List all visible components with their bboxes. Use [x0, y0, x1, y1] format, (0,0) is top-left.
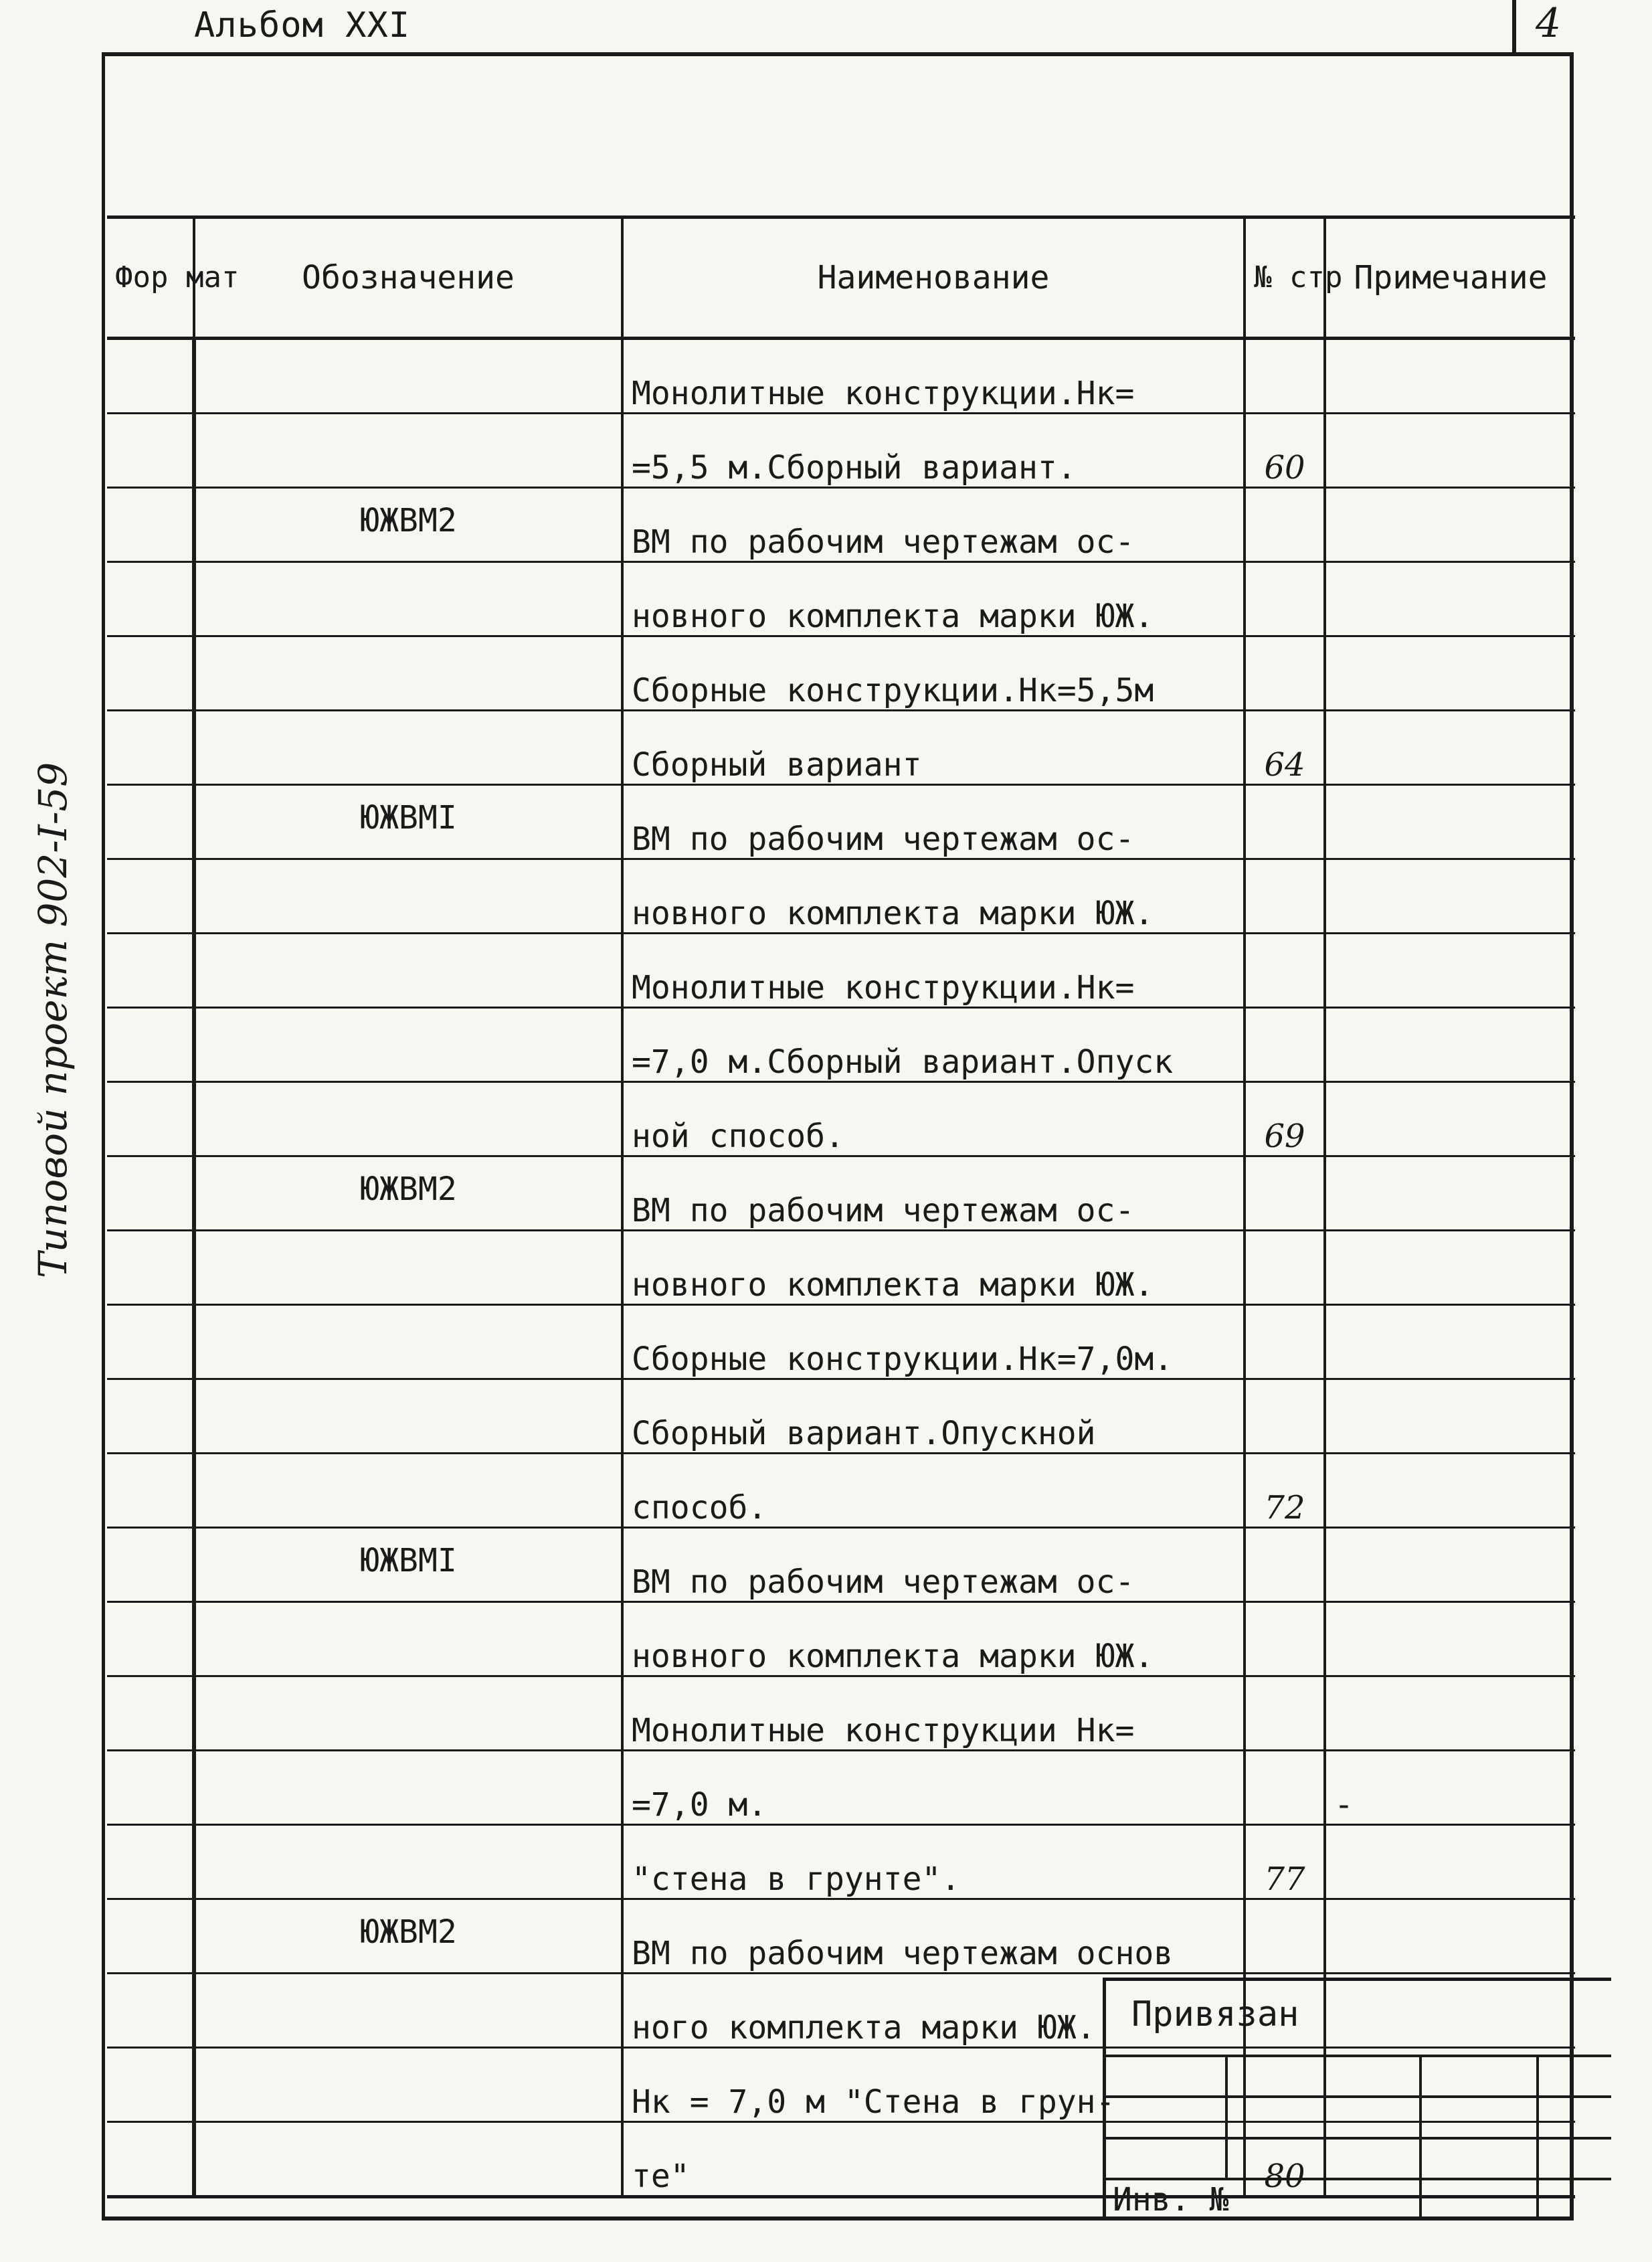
- cell-note: [1325, 711, 1575, 785]
- cell-page: [1245, 1751, 1325, 1825]
- column-header-designation: Обозначение: [194, 217, 622, 339]
- cell-name: Монолитные конструкции.Нк=: [622, 934, 1245, 1008]
- cell-designation: [194, 711, 622, 785]
- cell-page: 80: [1245, 2122, 1325, 2197]
- cell-designation: ЮЖВМI: [194, 1528, 622, 1602]
- table-row: [107, 1305, 1575, 1379]
- table-row: [107, 1602, 1575, 1676]
- cell-note: [1325, 488, 1575, 562]
- table-row: [107, 785, 1575, 859]
- cell-page: [1245, 785, 1325, 859]
- cell-designation: [194, 1751, 622, 1825]
- cell-format: [107, 1008, 194, 1082]
- table-row: [107, 414, 1575, 488]
- cell-format: [107, 1676, 194, 1751]
- cell-format: [107, 1751, 194, 1825]
- cell-designation: [194, 2048, 622, 2122]
- cell-note: [1325, 859, 1575, 934]
- cell-page: [1245, 562, 1325, 636]
- cell-note: [1325, 636, 1575, 711]
- cell-note: [1325, 1528, 1575, 1602]
- cell-note: [1325, 1899, 1575, 1974]
- cell-name: новного комплекта марки ЮЖ.: [622, 859, 1245, 934]
- column-header-note: Примечание: [1325, 217, 1575, 339]
- cell-designation: [194, 1082, 622, 1156]
- cell-designation: ЮЖВМI: [194, 785, 622, 859]
- cell-format: [107, 562, 194, 636]
- cell-name: те": [622, 2122, 1245, 2197]
- cell-designation: ЮЖВМ2: [194, 488, 622, 562]
- cell-page: [1245, 1528, 1325, 1602]
- cell-format: [107, 1156, 194, 1231]
- stamp-block: [1103, 1978, 1611, 2217]
- cell-designation: [194, 2122, 622, 2197]
- cell-page: [1245, 1602, 1325, 1676]
- cell-format: [107, 1528, 194, 1602]
- cell-designation: [194, 636, 622, 711]
- stamp-inventory-label: Инв. №: [1106, 2179, 1420, 2218]
- table-row: [107, 488, 1575, 562]
- cell-designation: [194, 859, 622, 934]
- cell-format: [107, 1974, 194, 2048]
- cell-name: ВМ по рабочим чертежам ос-: [622, 488, 1245, 562]
- table-row: [107, 1008, 1575, 1082]
- cell-designation: [194, 1231, 622, 1305]
- cell-page: [1245, 636, 1325, 711]
- cell-format: [107, 414, 194, 488]
- stamp-title: Привязан: [1131, 1994, 1299, 2034]
- cell-page: [1245, 934, 1325, 1008]
- cell-format: [107, 1379, 194, 1454]
- cell-designation: [194, 1305, 622, 1379]
- cell-page: [1245, 1231, 1325, 1305]
- cell-name: ВМ по рабочим чертежам основ: [622, 1899, 1245, 1974]
- side-project-title: Типовой проект 902-I-59: [30, 762, 76, 1278]
- cell-format: [107, 785, 194, 859]
- table-row: [107, 1676, 1575, 1751]
- cell-name: Сборные конструкции.Нк=7,0м.: [622, 1305, 1245, 1379]
- cell-name: ного комплекта марки ЮЖ.: [622, 1974, 1245, 2048]
- cell-note: [1325, 1231, 1575, 1305]
- cell-page: [1245, 859, 1325, 934]
- cell-designation: [194, 1379, 622, 1454]
- cell-format: [107, 1602, 194, 1676]
- cell-note: [1325, 1454, 1575, 1528]
- column-header-format: Фор мат: [107, 217, 194, 339]
- table-row: [107, 1454, 1575, 1528]
- cell-designation: [194, 934, 622, 1008]
- cell-page: 69: [1245, 1082, 1325, 1156]
- stamp-row: [1106, 2179, 1611, 2218]
- cell-format: [107, 1231, 194, 1305]
- cell-note: [1325, 1008, 1575, 1082]
- table-row: [107, 1379, 1575, 1454]
- cell-format: [107, 1899, 194, 1974]
- table-body: [107, 339, 1575, 2197]
- table-row: [107, 1751, 1575, 1825]
- cell-page: 60: [1245, 414, 1325, 488]
- stamp-grid: [1106, 2055, 1611, 2218]
- stamp-row: [1106, 2056, 1611, 2097]
- cell-designation: [194, 1676, 622, 1751]
- cell-note: [1325, 1602, 1575, 1676]
- cell-format: [107, 488, 194, 562]
- cell-note: [1325, 562, 1575, 636]
- table-row: [107, 859, 1575, 934]
- cell-format: [107, 339, 194, 414]
- table-row: [107, 1231, 1575, 1305]
- cell-note: [1325, 1305, 1575, 1379]
- cell-format: [107, 711, 194, 785]
- cell-page: [1245, 1008, 1325, 1082]
- table-row: [107, 339, 1575, 414]
- cell-format: [107, 1825, 194, 1899]
- cell-note: [1325, 414, 1575, 488]
- table-row: [107, 636, 1575, 711]
- cell-note: [1325, 1676, 1575, 1751]
- cell-name: Монолитные конструкции.Нк=: [622, 339, 1245, 414]
- cell-name: Монолитные конструкции Нк=: [622, 1676, 1245, 1751]
- frame-corner-tick: [1512, 0, 1516, 54]
- cell-name: Сборные конструкции.Нк=5,5м: [622, 636, 1245, 711]
- cell-format: [107, 2122, 194, 2197]
- cell-page: [1245, 1305, 1325, 1379]
- column-header-name: Наименование: [622, 217, 1245, 339]
- cell-name: новного комплекта марки ЮЖ.: [622, 562, 1245, 636]
- cell-note: [1325, 1082, 1575, 1156]
- table-row: [107, 1082, 1575, 1156]
- cell-name: новного комплекта марки ЮЖ.: [622, 1602, 1245, 1676]
- cell-format: [107, 1454, 194, 1528]
- table-row: [107, 711, 1575, 785]
- table-row: [107, 1825, 1575, 1899]
- table-row: [107, 1899, 1575, 1974]
- cell-format: [107, 934, 194, 1008]
- cell-name: ВМ по рабочим чертежам ос-: [622, 785, 1245, 859]
- page-number: 4: [1536, 0, 1562, 47]
- cell-name: способ.: [622, 1454, 1245, 1528]
- cell-page: [1245, 1676, 1325, 1751]
- cell-page: [1245, 1156, 1325, 1231]
- table-row: [107, 1156, 1575, 1231]
- cell-format: [107, 2048, 194, 2122]
- cell-designation: [194, 414, 622, 488]
- specification-table: [107, 215, 1575, 2198]
- cell-note: [1325, 785, 1575, 859]
- cell-designation: [194, 339, 622, 414]
- cell-name: "стена в грунте".: [622, 1825, 1245, 1899]
- cell-name: =5,5 м.Сборный вариант.: [622, 414, 1245, 488]
- stamp-row: [1106, 2138, 1611, 2179]
- cell-designation: [194, 1825, 622, 1899]
- cell-page: 72: [1245, 1454, 1325, 1528]
- table-row: [107, 562, 1575, 636]
- table-row: [107, 934, 1575, 1008]
- cell-name: ВМ по рабочим чертежам ос-: [622, 1528, 1245, 1602]
- cell-note: [1325, 1156, 1575, 1231]
- cell-name: новного комплекта марки ЮЖ.: [622, 1231, 1245, 1305]
- table-header-row: [107, 217, 1575, 339]
- cell-note: [1325, 1825, 1575, 1899]
- cell-name: Нк = 7,0 м "Стена в грун-: [622, 2048, 1245, 2122]
- cell-name: =7,0 м.Сборный вариант.Опуск: [622, 1008, 1245, 1082]
- cell-name: Сборный вариант.Опускной: [622, 1379, 1245, 1454]
- table-row: [107, 1528, 1575, 1602]
- cell-designation: [194, 1008, 622, 1082]
- cell-page: [1245, 1379, 1325, 1454]
- cell-note: [1325, 339, 1575, 414]
- column-header-page: № стр: [1245, 217, 1325, 339]
- cell-format: [107, 859, 194, 934]
- cell-designation: [194, 562, 622, 636]
- stamp-row: [1106, 2097, 1611, 2138]
- cell-format: [107, 1305, 194, 1379]
- cell-page: 64: [1245, 711, 1325, 785]
- cell-name: Сборный вариант: [622, 711, 1245, 785]
- cell-name: =7,0 м.: [622, 1751, 1245, 1825]
- cell-page: 77: [1245, 1825, 1325, 1899]
- cell-name: ВМ по рабочим чертежам ос-: [622, 1156, 1245, 1231]
- cell-page: [1245, 488, 1325, 562]
- cell-designation: [194, 1974, 622, 2048]
- cell-designation: [194, 1602, 622, 1676]
- cell-note: [1325, 934, 1575, 1008]
- cell-designation: ЮЖВМ2: [194, 1156, 622, 1231]
- cell-format: [107, 1082, 194, 1156]
- cell-page: [1245, 1899, 1325, 1974]
- cell-name: ной способ.: [622, 1082, 1245, 1156]
- cell-note: -: [1325, 1751, 1575, 1825]
- cell-designation: ЮЖВМ2: [194, 1899, 622, 1974]
- cell-note: [1325, 1379, 1575, 1454]
- album-title: Альбом XXI: [194, 5, 411, 46]
- cell-designation: [194, 1454, 622, 1528]
- cell-page: [1245, 339, 1325, 414]
- cell-format: [107, 636, 194, 711]
